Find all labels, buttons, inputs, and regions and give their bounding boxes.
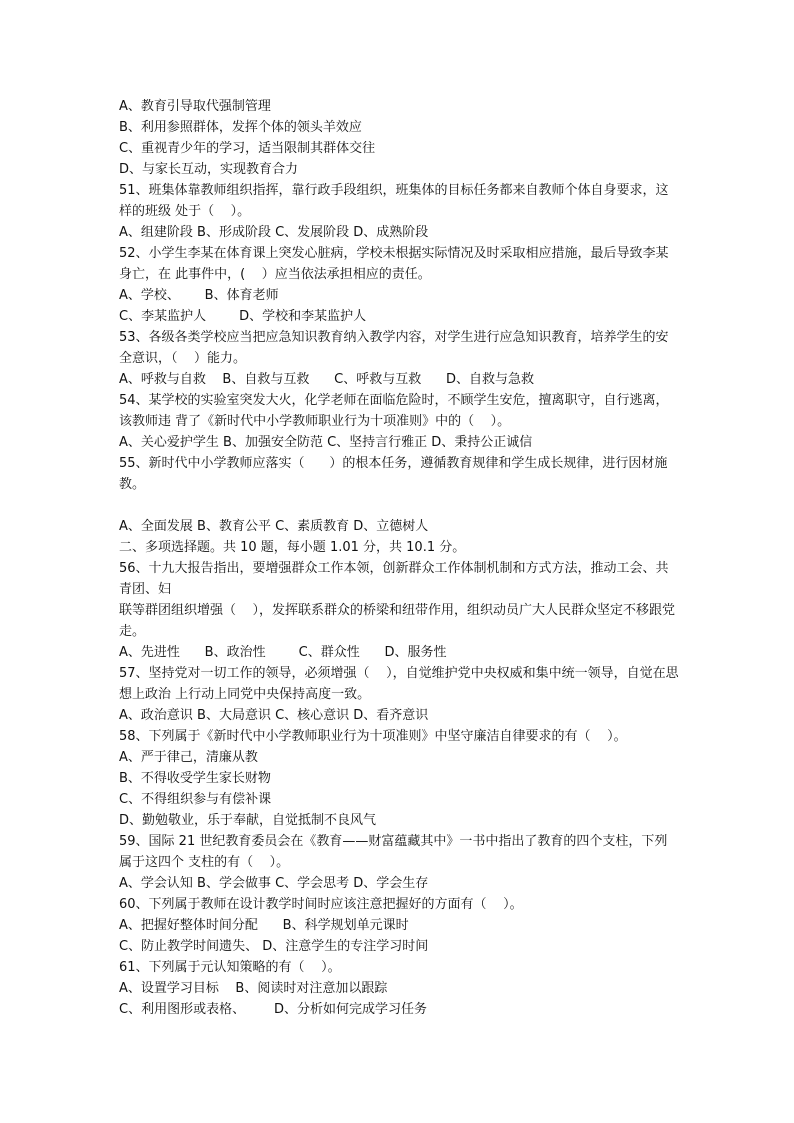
options-59: A、学会认知 B、学会做事 C、学会思考 D、学会生存 bbox=[119, 876, 429, 891]
options-53: A、呼救与自救 B、自救与互救 C、呼救与互救 D、自救与急救 bbox=[119, 372, 535, 387]
text-line: A、教育引导取代强制管理 bbox=[119, 99, 271, 114]
options-54: A、关心爱护学生 B、加强安全防范 C、坚持言行雅正 D、秉持公正诚信 bbox=[119, 435, 533, 450]
options-51: A、组建阶段 B、形成阶段 C、发展阶段 D、成熟阶段 bbox=[119, 225, 429, 240]
option-58-b: B、不得收受学生家长财物 bbox=[119, 771, 271, 786]
question-51: 51、班集体靠教师组织指挥，靠行政手段组织，班集体的目标任务都来自教师个体自身要求，这样的班级 处于（ ）。 bbox=[119, 183, 669, 219]
question-55: 55、新时代中小学教师应落实（ ）的根本任务，遵循教育规律和学生成长规律，进行因材施教。 bbox=[119, 456, 668, 492]
question-60: 60、下列属于教师在设计教学时间时应该注意把握好的方面有（ ）。 bbox=[119, 897, 523, 912]
options-56: A、先进性 B、政治性 C、群众性 D、服务性 bbox=[119, 645, 447, 660]
options-61: A、设置学习目标 B、阅读时对注意加以跟踪 bbox=[119, 981, 388, 996]
option-58-a: A、严于律己，清廉从教 bbox=[119, 750, 258, 765]
options-52: A、学校、 B、体育老师 bbox=[119, 288, 279, 303]
option-58-d: D、勤勉敬业，乐于奉献，自觉抵制不良风气 bbox=[119, 813, 377, 828]
question-59: 59、国际 21 世纪教育委员会在《教育——财富蕴藏其中》一书中指出了教育的四个支柱，下列属于这四个 支柱的有（ ）。 bbox=[119, 834, 668, 870]
section-heading: 二、多项选择题。共 10 题，每小题 1.01 分，共 10.1 分。 bbox=[119, 540, 466, 555]
options-60: C、防止教学时间遗失、 D、注意学生的专注学习时间 bbox=[119, 939, 429, 954]
text-line: B、利用参照群体，发挥个体的领头羊效应 bbox=[119, 120, 362, 135]
text-line: C、重视青少年的学习，适当限制其群体交往 bbox=[119, 141, 376, 156]
options-52: C、李某监护人 D、学校和李某监护人 bbox=[119, 309, 367, 324]
question-53: 53、各级各类学校应当把应急知识教育纳入教学内容，对学生进行应急知识教育，培养学生的安全意识，（ ）能力。 bbox=[119, 330, 669, 366]
options-61: C、利用图形或表格、 D、分析如何完成学习任务 bbox=[119, 1002, 428, 1017]
text-line: D、与家长互动，实现教育合力 bbox=[119, 162, 299, 177]
question-56-cont: 联等群团组织增强（ ），发挥联系群众的桥梁和纽带作用，组织动员广大人民群众坚定不移跟党走。 bbox=[119, 603, 676, 639]
question-54: 54、某学校的实验室突发大火，化学老师在面临危险时，不顾学生安危，擅离职守，自行逃离，该教师违 背了《新时代中小学教师职业行为十项准则》中的（ ）。 bbox=[119, 393, 669, 429]
question-57: 57、坚持党对一切工作的领导，必须增强（ ），自觉维护党中央权威和集中统一领导，自觉在思想上政治 上行动上同党中央保持高度一致。 bbox=[119, 666, 679, 702]
question-61: 61、下列属于元认知策略的有（ ）。 bbox=[119, 960, 341, 975]
question-56: 56、十九大报告指出，要增强群众工作本领，创新群众工作体制机制和方式方法，推动工会、共青团、妇 bbox=[119, 561, 669, 597]
document-page bbox=[119, 96, 679, 1020]
blank-line bbox=[119, 495, 679, 516]
options-57: A、政治意识 B、大局意识 C、核心意识 D、看齐意识 bbox=[119, 708, 429, 723]
options-60: A、把握好整体时间分配 B、科学规划单元课时 bbox=[119, 918, 409, 933]
question-58: 58、下列属于《新时代中小学教师职业行为十项准则》中坚守廉洁自律要求的有（ ）。 bbox=[119, 729, 627, 744]
option-58-c: C、不得组织参与有偿补课 bbox=[119, 792, 272, 807]
question-52: 52、小学生李某在体育课上突发心脏病，学校未根据实际情况及时采取相应措施，最后导致李某身亡，在 此事件中，( ）应当依法承担相应的责任。 bbox=[119, 246, 669, 282]
options-55: A、全面发展 B、教育公平 C、素质教育 D、立德树人 bbox=[119, 519, 429, 534]
